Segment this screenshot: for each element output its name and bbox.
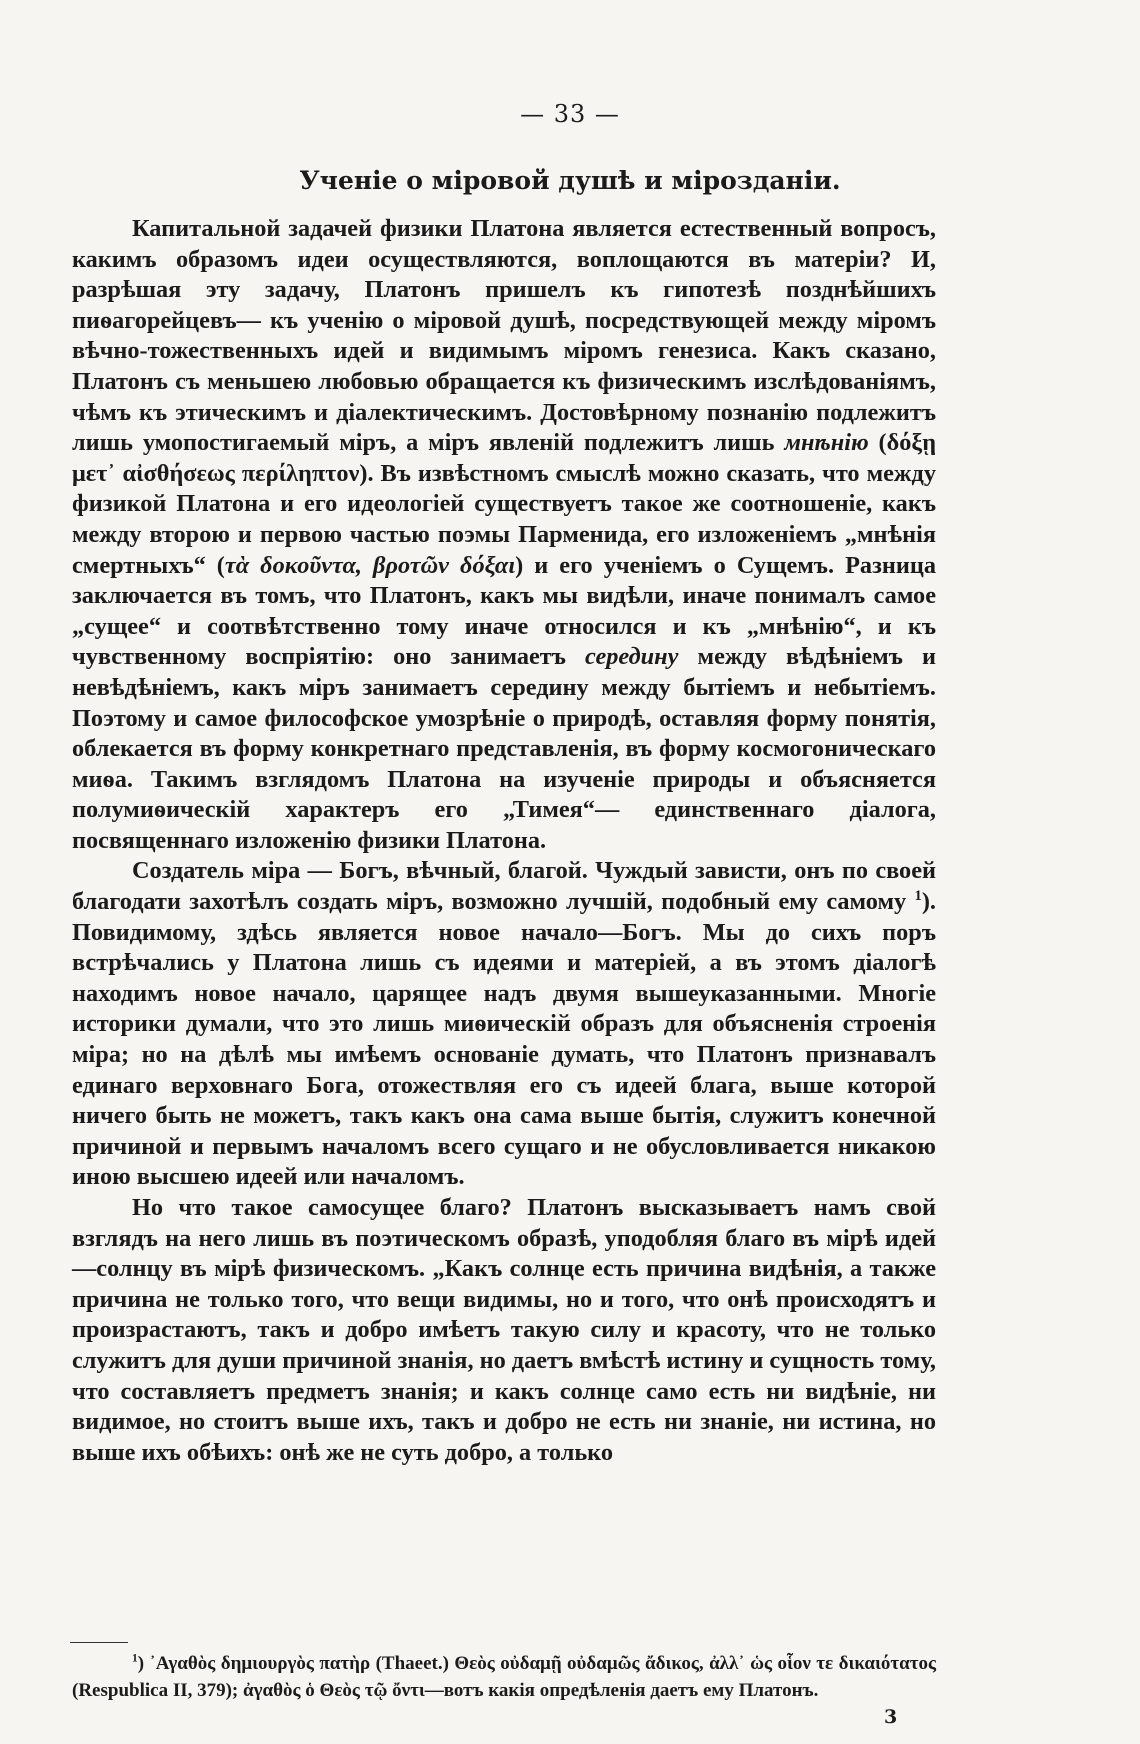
text-segment: Создатель міра — Богъ, вѣчный, благой. Чуждый зависти, онъ по своей благодати захотѣлъ создать міръ, возможно лучшій, подобный ему самому	[72, 857, 936, 916]
paragraph-1	[72, 214, 936, 856]
body-text	[72, 214, 936, 1468]
footnote-ref[interactable]: 1	[914, 887, 922, 904]
text-segment: ) и его ученіемъ о Сущемъ. Разница заключается въ томъ, что Платонъ, какъ мы видѣли, иначе понималъ самое „сущее“ и соотвѣтственно тому иначе относился и къ „мнѣнію“, и къ чувственному воспріятію: оно занимаетъ	[72, 551, 936, 671]
italic-segment: мнѣнію	[784, 429, 869, 457]
italic-segment: середину	[585, 643, 679, 671]
section-title: Ученіе о міровой душѣ и мірозданіи.	[299, 166, 841, 195]
paragraph-2	[72, 856, 936, 1193]
footnote-divider	[70, 1642, 128, 1643]
text-segment: ). Повидимому, здѣсь является новое начало—Богъ. Мы до сихъ поръ встрѣчались у Платона лишь съ идеями и матеріей, а въ этомъ діалогѣ находимъ новое начало, царящее надъ двумя вышеуказанными. Многіе историки думали, что это лишь миѳическій образъ для объясненія строенія міра; но на дѣлѣ мы имѣемъ основаніе думать, что Платонъ признавалъ единаго верховнаго Бога, отожествляя его съ идеей блага, выше которой ничего быть не можетъ, такъ какъ она сама выше бытія, служитъ конечной причиной и первымъ началомъ всего сущаго и не обусловливается никакою иною высшею идеей или началомъ.	[72, 888, 936, 1191]
footnote-number: 1	[132, 1652, 138, 1665]
footnote-1	[72, 1650, 936, 1704]
text-segment: (δόξῃ μετ᾽ αἰσθήσεως περίληπτον). Въ извѣстномъ смыслѣ можно сказать, что между физикой Платона и его идеологіей существуетъ такое же соотношеніе, какъ между второю и первою частью поэмы Парменида, его изложеніемъ „мнѣнія смертныхъ“ (	[72, 429, 936, 579]
page-number: — 33 —	[520, 100, 620, 128]
paragraph-3	[72, 1193, 936, 1468]
text-segment: Но что такое самосущее благо? Платонъ высказываетъ намъ свой взглядъ на него лишь въ поэтическомъ образѣ, уподобляя благо въ мірѣ идей—солнцу въ мірѣ физическомъ. „Какъ солнце есть причина видѣнія, а также причина не только того, что вещи видимы, но и того, что онѣ происходятъ и произрастаютъ, такъ и добро имѣетъ такую силу и красоту, что не только служитъ для души причиной знанія, но даетъ вмѣстѣ истину и сущность тому, что составляетъ предметъ знанія; и какъ солнце само есть ни видѣніе, ни видимое, но стоитъ выше ихъ, такъ и добро не есть ни знаніе, ни истина, но выше ихъ обѣихъ: онѣ же не суть добро, а только	[72, 1194, 936, 1466]
italic-segment: τὰ δοκοῦντα, βροτῶν δόξαι	[224, 551, 516, 579]
text-segment: Капитальной задачей физики Платона является естественный вопросъ, какимъ образомъ идеи осуществляются, воплощаются въ матеріи? И, разрѣшая эту задачу, Платонъ пришелъ къ гипотезѣ позднѣйшихъ пиѳагорейцевъ— къ ученію о міровой душѣ, посредствующей между міромъ вѣчно-тожественныхъ идей и видимымъ міромъ генезиса. Какъ сказано, Платонъ съ меньшею любовью обращается къ физическимъ изслѣдованіямъ, чѣмъ къ этическимъ и діалектическимъ. Достовѣрному познанію подлежитъ лишь умопостигаемый міръ, а міръ явленій подлежитъ лишь	[72, 215, 936, 457]
footnotes	[72, 1650, 936, 1704]
signature-mark: 3	[884, 1706, 898, 1728]
footnote-text: ) ᾿Αγαθὸς δημιουργὸς πατὴρ (Thaeet.) Θεὸς οὐδαμῇ οὐδαμῶς ἄδικος, ἀλλ᾽ ὡς οἷον τε δικαιότατος (Respublica II, 379); ἀγαθὸς ὁ Θεὸς τῷ ὄντι—вотъ какія опредѣленія даетъ ему Платонъ.	[72, 1653, 936, 1701]
text-segment: между вѣдѣніемъ и невѣдѣніемъ, какъ міръ занимаетъ середину между бытіемъ и небытіемъ. Поэтому и самое философское умозрѣніе о природѣ, оставляя форму понятія, облекается въ форму конкретнаго представленія, въ форму космогоническаго миѳа. Такимъ взглядомъ Платона на изученіе природы и объясняется полумиѳическій характеръ его „Тимея“— единственнаго діалога, посвященнаго изложенію физики Платона.	[72, 643, 936, 854]
